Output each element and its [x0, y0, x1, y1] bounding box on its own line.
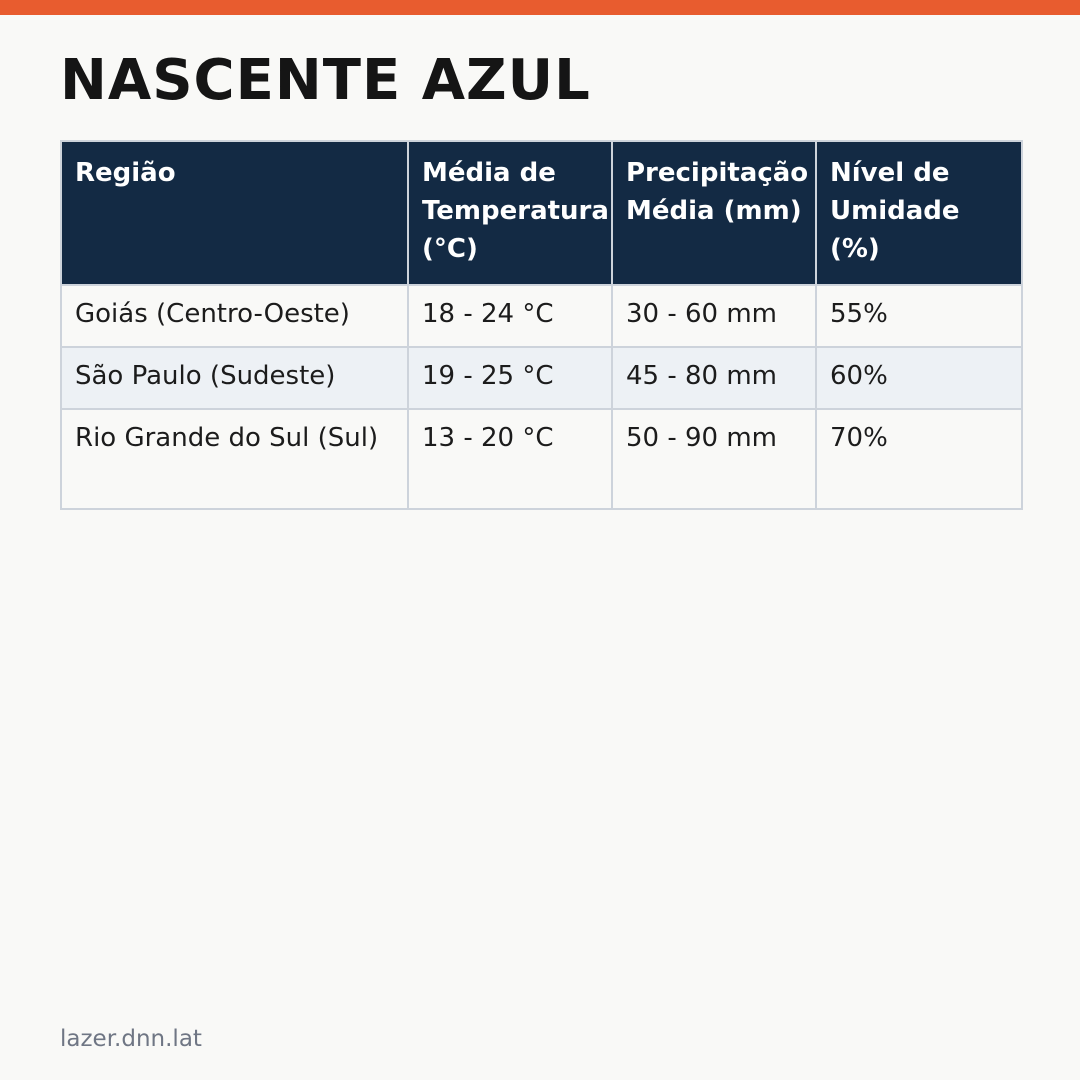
- column-header-regiao: Região: [61, 141, 408, 285]
- cell-precipitacao: 30 - 60 mm: [612, 285, 816, 347]
- table-header: [61, 141, 1022, 285]
- page-title: NASCENTE AZUL: [60, 48, 591, 113]
- table-header-row: [61, 141, 1022, 285]
- cell-precipitacao: 45 - 80 mm: [612, 347, 816, 409]
- cell-umidade: 70%: [816, 409, 1022, 509]
- cell-regiao: Rio Grande do Sul (Sul): [61, 409, 408, 509]
- cell-temperatura: 18 - 24 °C: [408, 285, 612, 347]
- table-body: [61, 285, 1022, 509]
- footer-domain: lazer.dnn.lat: [60, 1026, 202, 1052]
- table-row: [61, 285, 1022, 347]
- cell-umidade: 60%: [816, 347, 1022, 409]
- table-row: [61, 347, 1022, 409]
- column-header-precipitacao: Precipitação Média (mm): [612, 141, 816, 285]
- column-header-temperatura: Média de Temperatura (°C): [408, 141, 612, 285]
- cell-regiao: Goiás (Centro-Oeste): [61, 285, 408, 347]
- cell-umidade: 55%: [816, 285, 1022, 347]
- column-header-umidade: Nível de Umidade (%): [816, 141, 1022, 285]
- table-row: [61, 409, 1022, 509]
- cell-temperatura: 13 - 20 °C: [408, 409, 612, 509]
- cell-temperatura: 19 - 25 °C: [408, 347, 612, 409]
- cell-precipitacao: 50 - 90 mm: [612, 409, 816, 509]
- climate-table: [60, 140, 1023, 510]
- cell-regiao: São Paulo (Sudeste): [61, 347, 408, 409]
- accent-top-bar: [0, 0, 1080, 15]
